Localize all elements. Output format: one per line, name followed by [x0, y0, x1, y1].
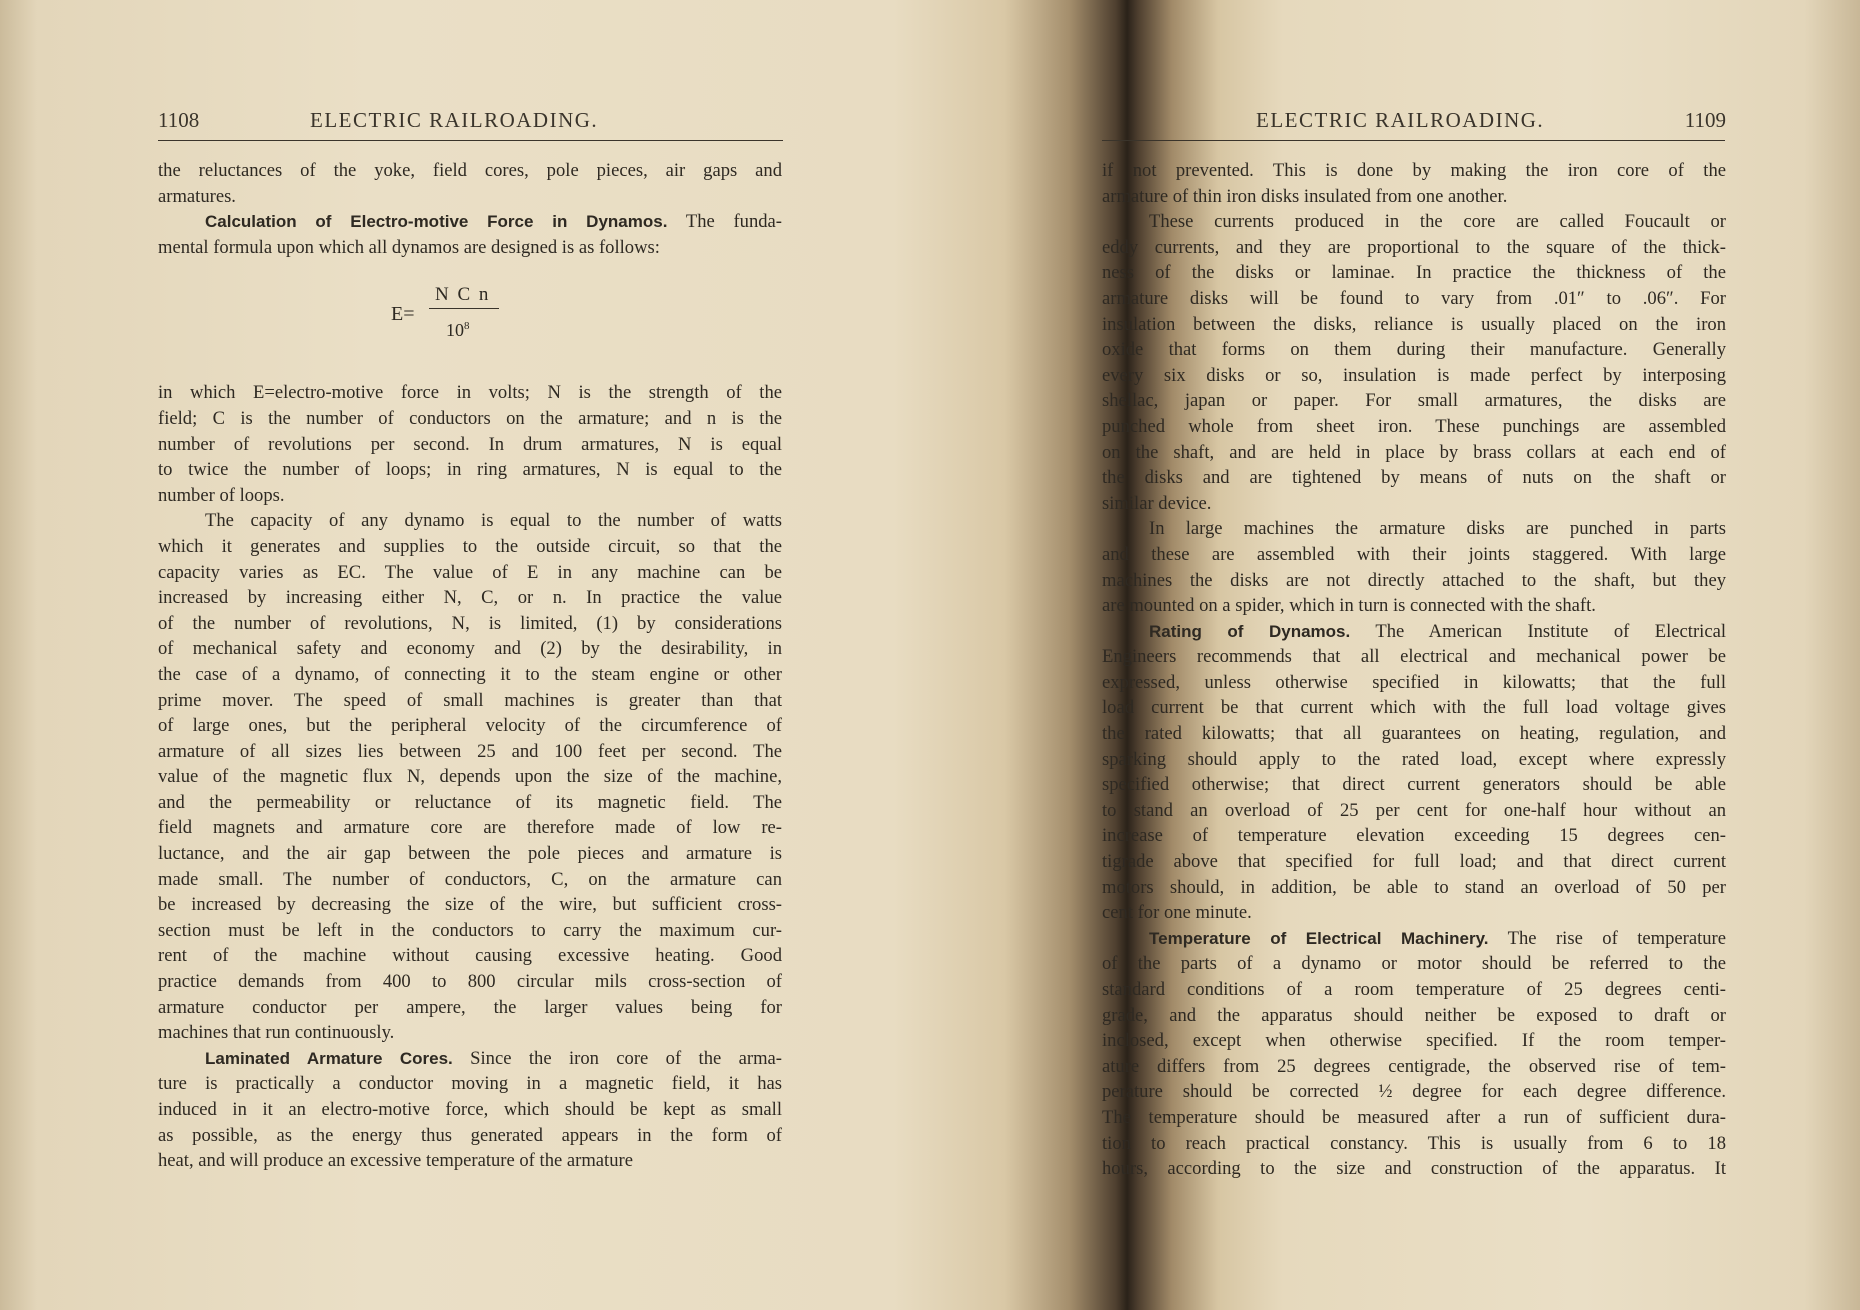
text-line: and these are assembled with their joints staggered. With large: [1102, 543, 1726, 565]
text-line: armature of all sizes lies between 25 and 100 feet per second. The: [158, 740, 782, 762]
text-line: Engineers recommends that all electrical and mechanical power be: [1102, 646, 1726, 668]
formula-denominator-base: 10: [446, 320, 464, 341]
left-running-head: [158, 108, 782, 144]
formula-numerator: N C n: [435, 284, 491, 306]
text-line: the disks and are tightened by means of nuts on the shaft or: [1102, 467, 1726, 489]
left-header-rule: [158, 140, 783, 141]
text-line: tigrade above that specified for full load; and that direct current: [1102, 851, 1726, 873]
text-line: every six disks or so, insulation is made perfect by interposing: [1102, 364, 1726, 386]
text-line: of large ones, but the peripheral velocity of the circumference of: [158, 715, 782, 737]
text-line: prime mover. The speed of small machines is greater than that: [158, 689, 782, 711]
emf-formula: [158, 260, 782, 380]
text-line: the reluctances of the yoke, field cores, pole pieces, air gaps and: [158, 160, 782, 181]
right-page-number: 1109: [1684, 108, 1726, 132]
left-text-after-formula: [158, 380, 782, 1173]
text-line: perature should be corrected ½ degree for each degree difference.: [1102, 1081, 1726, 1103]
text-line: grade, and the apparatus should neither be exposed to draft or: [1102, 1004, 1726, 1026]
text-line: number of revolutions per second. In drum armatures, N is equal: [158, 433, 782, 455]
text-line: machines that run continuously.: [158, 1022, 395, 1044]
text-line: and the permeability or reluctance of its magnetic field. The: [158, 791, 782, 813]
text-line: the case of a dynamo, of connecting it to the steam engine or other: [158, 663, 782, 685]
text-line: armature conductor per ampere, the larger values being for: [158, 996, 782, 1018]
text-line: field; C is the number of conductors on the armature; and n is the: [158, 407, 782, 429]
text-line: number of loops.: [158, 484, 285, 506]
right-page: [1102, 108, 1726, 1182]
left-text-before-formula: [158, 158, 782, 260]
text-line: standard conditions of a room temperature of 25 degrees centi-: [1102, 979, 1726, 1000]
text-line: in which E=electro-motive force in volts; N is the strength of the: [158, 382, 782, 404]
formula-denominator-exponent: 8: [464, 320, 470, 333]
text-line: of mechanical safety and economy and (2) by the desirability, in: [158, 638, 782, 660]
text-line: field magnets and armature core are therefore made of low re-: [158, 817, 782, 839]
section-heading: Calculation of Electro-motive Force in Dynamos.: [205, 212, 668, 232]
text-line: increase of temperature elevation exceeding 15 degrees cen-: [1102, 825, 1726, 847]
text-line: are mounted on a spider, which in turn is connected with the shaft.: [1102, 595, 1596, 617]
text-line: capacity varies as EC. The value of E in any machine can be: [158, 561, 782, 583]
text-line: the rated kilowatts; that all guarantees on heating, regulation, and: [1102, 723, 1726, 745]
text-line: oxide that forms on them during their manufacture. Generally: [1102, 339, 1726, 361]
text-line: Laminated Armature Cores. Since the iron core of the arma-: [205, 1047, 782, 1069]
left-page: [158, 108, 782, 1174]
text-line: punched whole from sheet iron. These punchings are assembled: [1102, 415, 1726, 437]
text-line: The capacity of any dynamo is equal to the number of watts: [205, 510, 782, 532]
text-line: eddy currents, and they are proportional to the square of the thick-: [1102, 236, 1726, 258]
right-running-head: [1102, 108, 1726, 144]
right-running-title: ELECTRIC RAILROADING.: [1256, 108, 1545, 132]
right-text: [1102, 158, 1726, 1182]
text-line: The temperature should be measured after a run of sufficient dura-: [1102, 1106, 1726, 1128]
text-line: insulation between the disks, reliance is usually placed on the iron: [1102, 313, 1726, 335]
text-line: Temperature of Electrical Machinery. The rise of temperature: [1149, 927, 1726, 949]
section-heading: Rating of Dynamos.: [1149, 621, 1351, 641]
text-line: which it generates and supplies to the outside circuit, so that the: [158, 535, 782, 557]
formula-fraction-bar: [429, 308, 499, 309]
section-heading: Temperature of Electrical Machinery.: [1149, 928, 1489, 948]
text-line: ness of the disks or laminae. In practice the thickness of the: [1102, 262, 1726, 284]
text-line: expressed, unless otherwise specified in kilowatts; that the full: [1102, 671, 1726, 693]
text-line: induced in it an electro-motive force, which should be kept as small: [158, 1099, 782, 1120]
text-line: of the number of revolutions, N, is limited, (1) by considerations: [158, 612, 782, 634]
text-line: specified otherwise; that direct current generators should be able: [1102, 774, 1726, 796]
text-line: section must be left in the conductors to carry the maximum cur-: [158, 919, 782, 941]
text-line: made small. The number of conductors, C, on the armature can: [158, 868, 782, 890]
text-line: increased by increasing either N, C, or n. In practice the value: [158, 587, 782, 609]
text-line: armature disks will be found to vary from .01″ to .06″. For: [1102, 287, 1726, 309]
text-line: inclosed, except when otherwise specified. If the room temper-: [1102, 1030, 1726, 1052]
text-line: practice demands from 400 to 800 circular mils cross-section of: [158, 971, 782, 993]
text-line: heat, and will produce an excessive temperature of the armature: [158, 1150, 633, 1172]
text-line: of the parts of a dynamo or motor should be referred to the: [1102, 953, 1726, 975]
formula-denominator: [446, 314, 470, 344]
text-line: shellac, japan or paper. For small armatures, the disks are: [1102, 390, 1726, 412]
text-line: armature of thin iron disks insulated from one another.: [1102, 185, 1508, 207]
text-line: Calculation of Electro-motive Force in Dynamos. The funda-: [205, 211, 782, 233]
text-line: similar device.: [1102, 492, 1212, 514]
right-body-text: [1102, 144, 1726, 1182]
text-line: load current be that current which with the full load voltage gives: [1102, 697, 1726, 719]
section-heading: Laminated Armature Cores.: [205, 1048, 453, 1068]
text-line: to twice the number of loops; in ring armatures, N is equal to the: [158, 459, 782, 481]
text-line: These currents produced in the core are called Foucault or: [1149, 211, 1726, 233]
text-line: value of the magnetic flux N, depends upon the size of the machine,: [158, 766, 782, 788]
text-line: ature differs from 25 degrees centigrade, the observed rise of tem-: [1102, 1055, 1726, 1077]
text-line: sparking should apply to the rated load, except where expressly: [1102, 748, 1726, 770]
text-line: Rating of Dynamos. The American Institute of Electrical: [1149, 620, 1726, 642]
formula-lhs: E=: [391, 303, 415, 326]
text-line: if not prevented. This is done by making the iron core of the: [1102, 160, 1726, 181]
right-header-rule: [1102, 140, 1725, 141]
left-page-number: 1108: [158, 108, 200, 132]
text-line: motors should, in addition, be able to stand an overload of 50 per: [1102, 876, 1726, 898]
text-line: machines the disks are not directly attached to the shaft, but they: [1102, 569, 1726, 591]
left-body-text: [158, 144, 782, 1174]
text-line: to stand an overload of 25 per cent for one-half hour without an: [1102, 799, 1726, 821]
text-line: luctance, and the air gap between the pole pieces and armature is: [158, 843, 782, 865]
text-line: on the shaft, and are held in place by brass collars at each end of: [1102, 441, 1726, 463]
text-line: mental formula upon which all dynamos are designed is as follows:: [158, 236, 660, 258]
text-line: cent for one minute.: [1102, 902, 1252, 924]
text-line: tion to reach practical constancy. This is usually from 6 to 18: [1102, 1132, 1726, 1154]
text-line: In large machines the armature disks are punched in parts: [1149, 518, 1726, 540]
text-line: ture is practically a conductor moving in a magnetic field, it has: [158, 1073, 782, 1095]
text-line: as possible, as the energy thus generated appears in the form of: [158, 1124, 782, 1146]
text-line: hours, according to the size and construction of the apparatus. It: [1102, 1158, 1726, 1180]
left-running-title: ELECTRIC RAILROADING.: [310, 108, 599, 132]
text-line: rent of the machine without causing excessive heating. Good: [158, 945, 782, 967]
text-line: armatures.: [158, 185, 236, 207]
text-line: be increased by decreasing the size of the wire, but sufficient cross-: [158, 894, 782, 916]
